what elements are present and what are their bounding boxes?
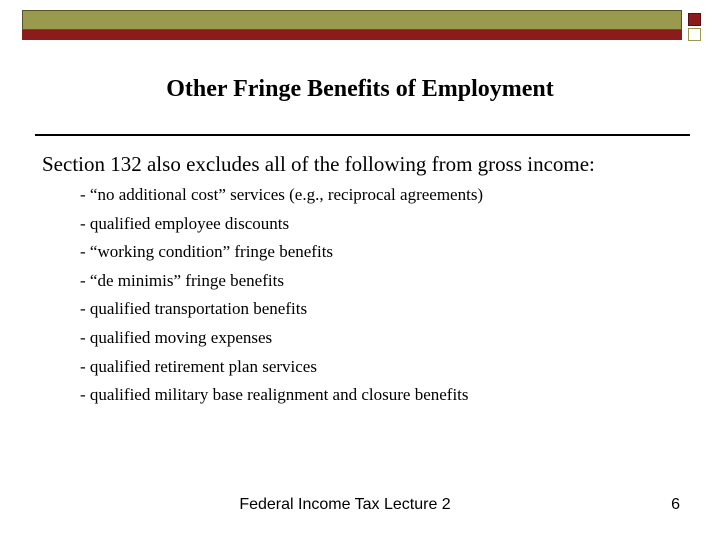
- page-number: 6: [671, 496, 680, 513]
- list-item: - “no additional cost” services (e.g., reciprocal agreements): [80, 185, 484, 204]
- corner-square-filled: [688, 13, 701, 26]
- footer-text: Federal Income Tax Lecture 2: [239, 496, 451, 513]
- list-item: - qualified retirement plan services: [80, 356, 317, 376]
- title-divider: [35, 134, 690, 136]
- benefit-list: [80, 181, 483, 410]
- header-bar-red: [22, 30, 682, 40]
- list-item: - “working condition” fringe benefits: [80, 242, 334, 262]
- list-item: - qualified military base realignment and closure benefits: [80, 385, 469, 405]
- intro-text: Section 132 also excludes all of the following from gross income:: [42, 152, 595, 176]
- slide-title: Other Fringe Benefits of Employment: [166, 76, 554, 102]
- corner-square-outline: [688, 28, 701, 41]
- list-item: - “de minimis” fringe benefits: [80, 270, 284, 290]
- header-bar-olive: [22, 10, 682, 30]
- list-item: - qualified employee discounts: [80, 213, 290, 233]
- list-item: - qualified transportation benefits: [80, 299, 308, 319]
- list-item: - qualified moving expenses: [80, 327, 273, 347]
